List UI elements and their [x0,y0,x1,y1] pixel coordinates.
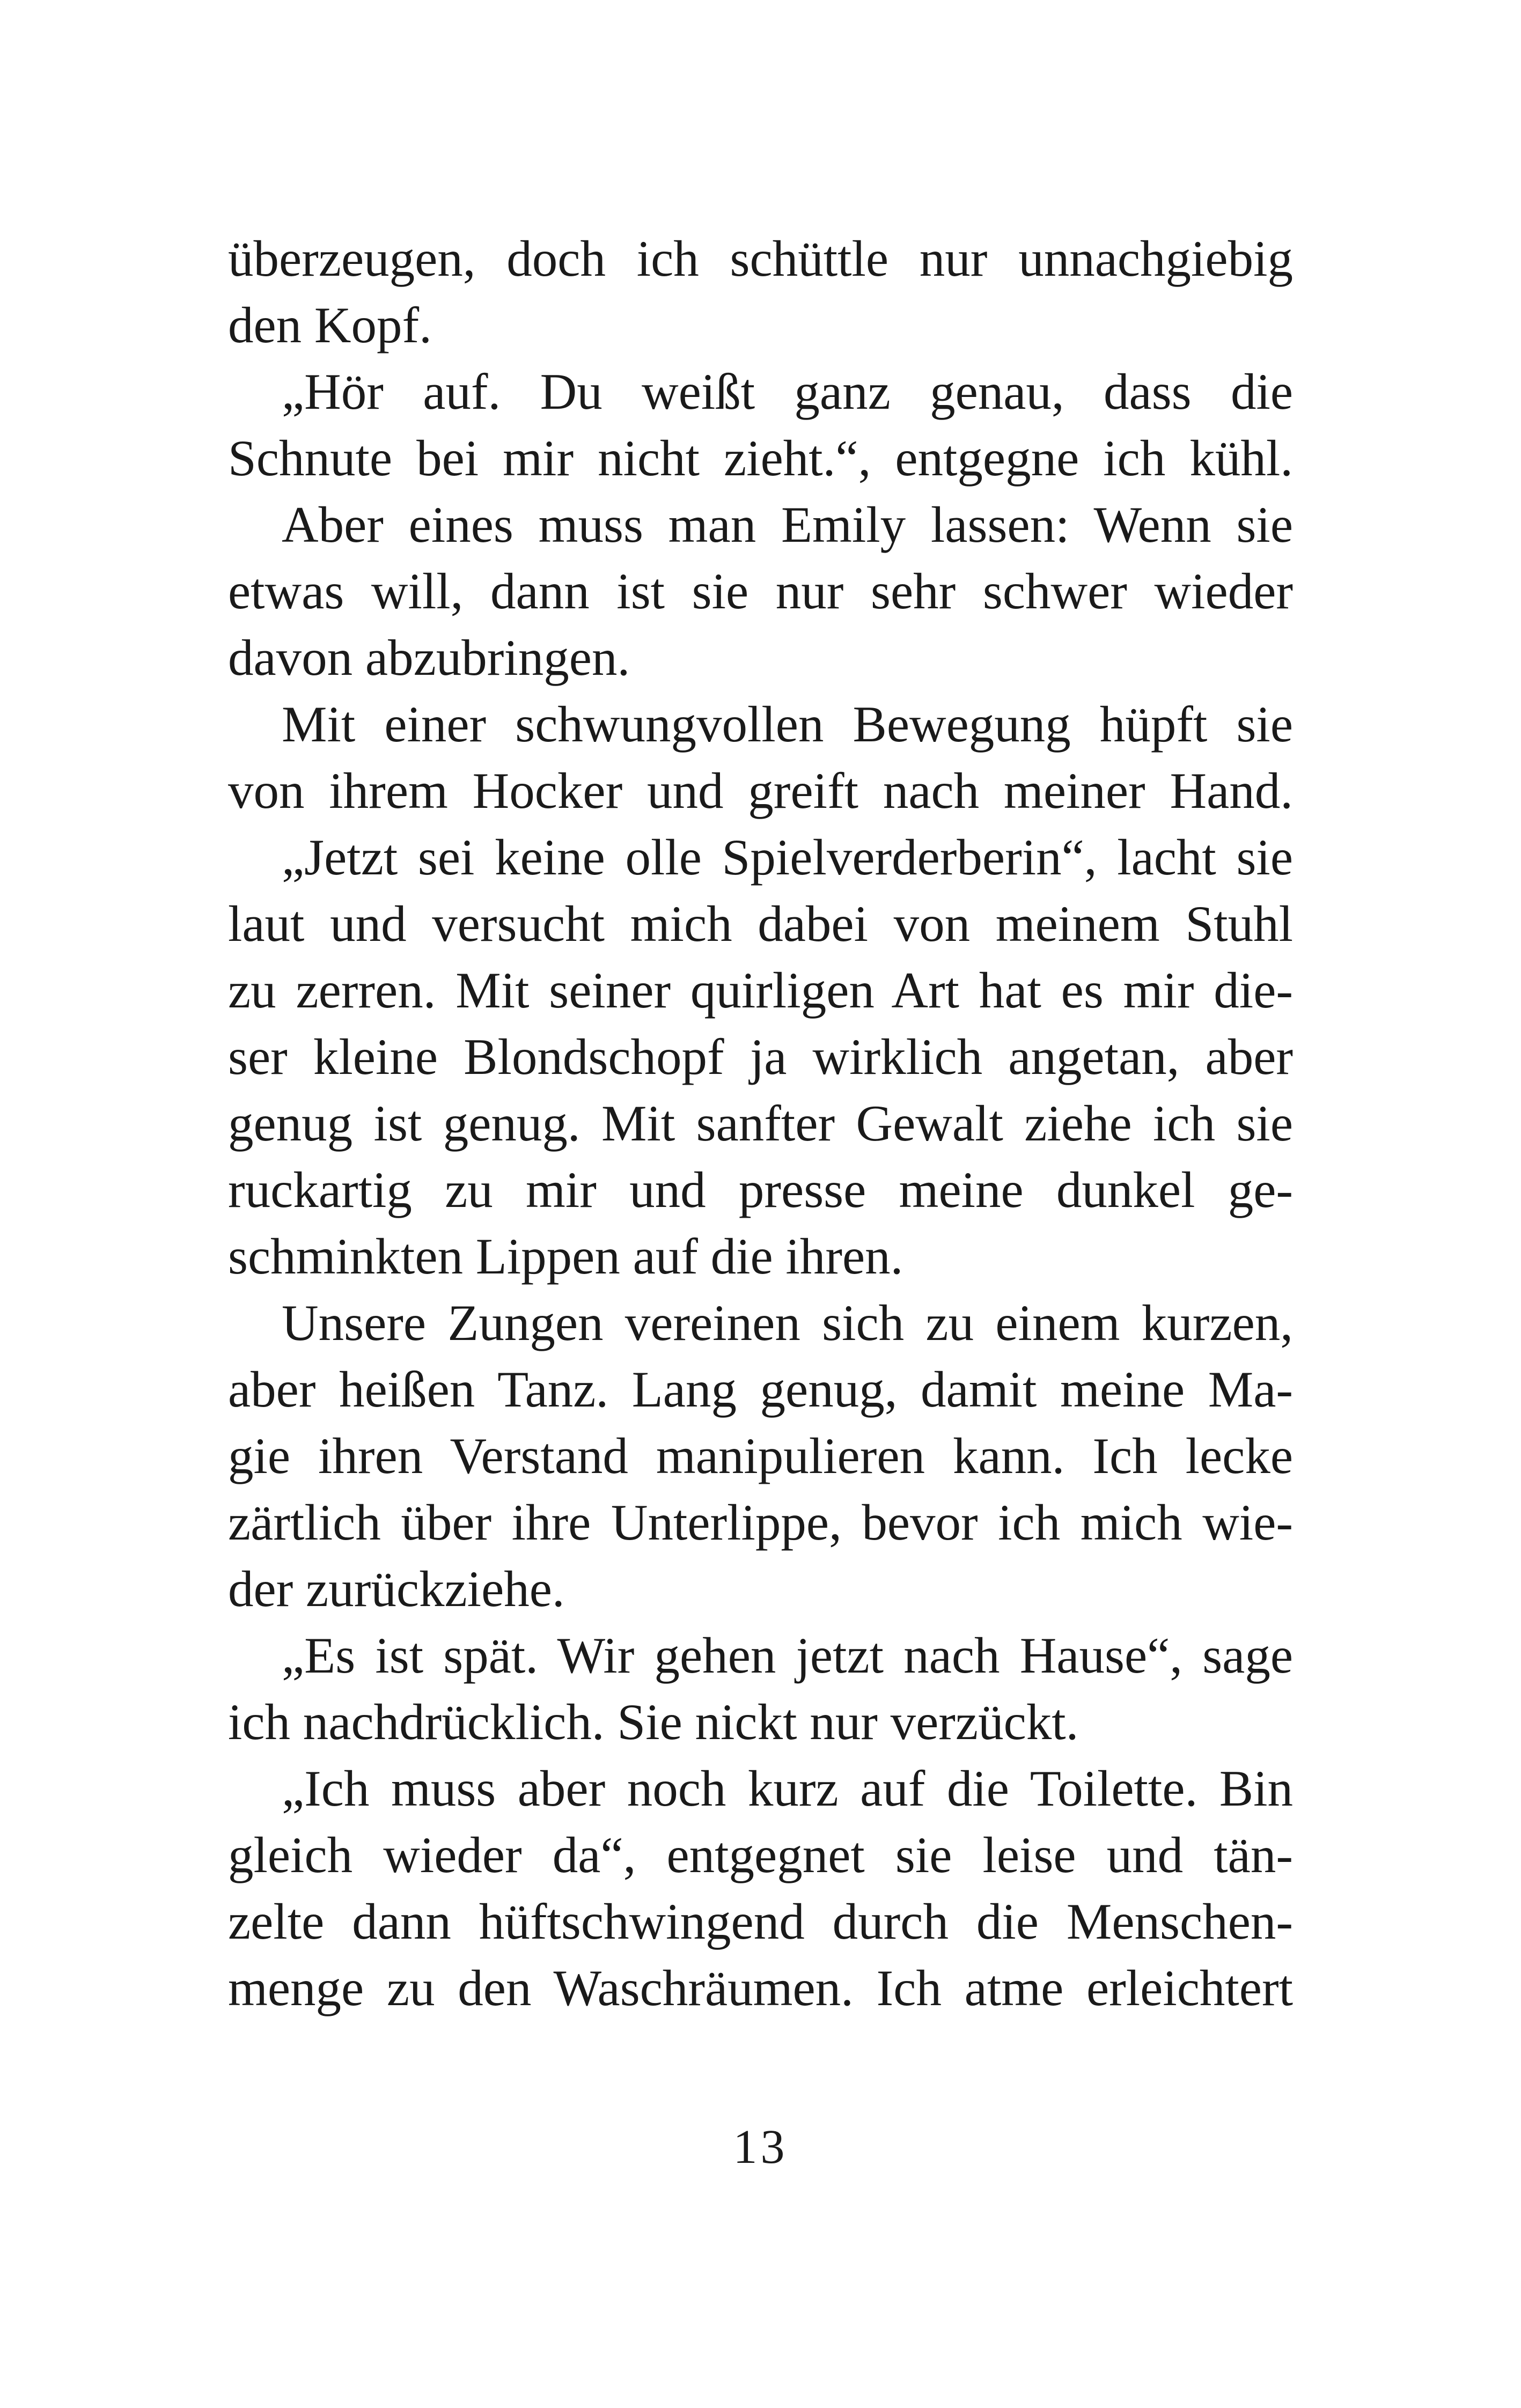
text-line: „Jetzt sei keine olle Spielverderberin“, lacht sie [282,829,1293,886]
text-line: von ihrem Hocker und greift nach meiner Hand. [228,762,1293,819]
text-line: zu zerren. Mit seiner quirligen Art hat es mir die- [228,962,1293,1019]
text-line: davon abzubringen. [228,629,630,686]
text-line: Aber eines muss man Emily lassen: Wenn sie [282,496,1293,553]
text-line: menge zu den Waschräumen. Ich atme erleichtert [228,1960,1293,2016]
text-line: ruckartig zu mir und presse meine dunkel ge- [228,1161,1293,1218]
text-line: aber heißen Tanz. Lang genug, damit meine Ma- [228,1361,1293,1418]
text-line: „Es ist spät. Wir gehen jetzt nach Hause“, sage [282,1627,1293,1684]
text-line: gie ihren Verstand manipulieren kann. Ich lecke [228,1427,1293,1484]
text-line: ser kleine Blondschopf ja wirklich angetan, aber [228,1028,1293,1085]
text-line: gleich wieder da“, entgegnet sie leise und tän- [228,1827,1293,1883]
text-line: genug ist genug. Mit sanfter Gewalt ziehe ich sie [228,1095,1293,1152]
text-line: Unsere Zungen vereinen sich zu einem kurzen, [282,1294,1293,1351]
text-line: schminkten Lippen auf die ihren. [228,1228,903,1285]
text-line: laut und versucht mich dabei von meinem Stuhl [228,895,1293,952]
text-line: etwas will, dann ist sie nur sehr schwer wieder [228,563,1293,620]
text-line: ich nachdrücklich. Sie nickt nur verzückt. [228,1693,1079,1750]
text-line: Schnute bei mir nicht zieht.“, entgegne ich kühl. [228,430,1293,487]
text-line: „Ich muss aber noch kurz auf die Toilette. Bin [282,1760,1293,1817]
text-line: der zurückziehe. [228,1560,565,1617]
text-line: überzeugen, doch ich schüttle nur unnachgiebig [228,230,1293,287]
text-line: den Kopf. [228,297,432,354]
text-line: Mit einer schwungvollen Bewegung hüpft sie [282,696,1293,753]
text-line: zärtlich über ihre Unterlippe, bevor ich mich wie- [228,1494,1293,1551]
page-number: 13 [733,2120,788,2174]
text-line: „Hör auf. Du weißt ganz genau, dass die [282,363,1293,420]
text-line: zelte dann hüftschwingend durch die Menschen- [228,1893,1293,1950]
